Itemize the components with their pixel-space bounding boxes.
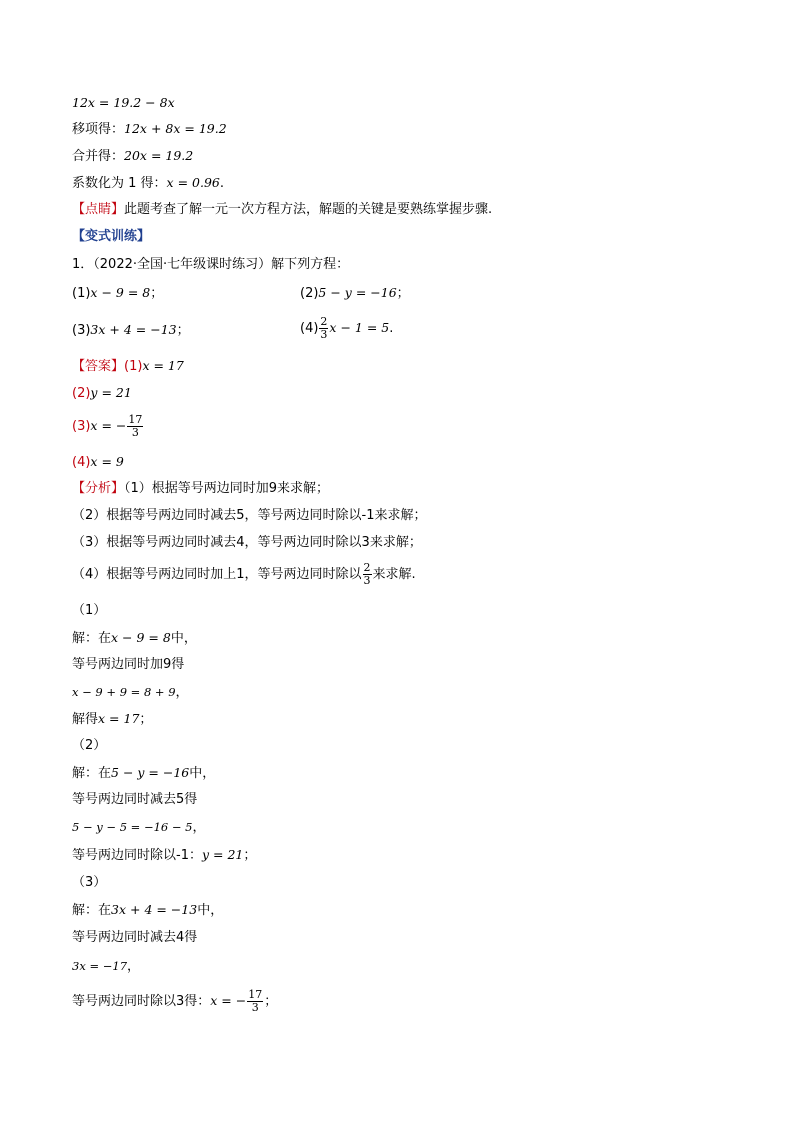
part-label: (4) [300,321,319,336]
solution-3-intro [72,901,223,920]
solution-text: 中， [170,631,197,646]
fraction [247,989,263,1014]
solution-3-head: （3） [72,875,107,890]
step-line-4 [72,174,224,193]
punctuation: ， [175,685,189,700]
frac-den: 3 [320,328,328,341]
question-part-1 [72,284,163,303]
solution-3-step: 等号两边同时减去4得 [72,930,198,945]
equation: 12x = 19.2 − 8x [72,95,175,110]
answer-line-4 [72,453,124,472]
punctuation: ； [150,286,164,301]
punctuation: . [219,176,224,191]
equation: 5 − y = −16 [111,765,190,780]
step-label: 移项得： [72,122,125,137]
fraction [363,562,372,587]
solution-text: 解得 [72,712,99,727]
comment-text: 此题考查了解一元一次方程方法，解题的关键是要熟练掌握步骤. [124,202,493,217]
equation: x − 1 = 5 [329,320,390,335]
equation: x = 17 [142,358,184,373]
part-label: (1) [72,286,91,301]
equation: x = 17 [98,711,140,726]
solution-text: 中， [197,903,224,918]
answer-line-2 [72,384,132,403]
solution-text: 解：在 [72,903,112,918]
punctuation: ； [176,323,190,338]
comment-line [72,201,492,219]
analysis-text: （1）根据等号两边同时加9来求解； [124,481,330,496]
step-line-2 [72,120,227,139]
solution-text: 解：在 [72,766,112,781]
punctuation: ； [396,286,410,301]
solution-text: 中， [189,766,216,781]
frac-den: 3 [251,1001,259,1014]
fraction [127,414,143,439]
analysis-text: 来求解. [372,567,416,582]
equation: y = 21 [90,385,132,400]
solution-1-head: （1） [72,603,107,618]
equation: x = 0.96 [166,175,220,190]
equation: 5 − y = −16 [318,285,397,300]
solution-3-result [72,986,277,1017]
solution-3-work [72,957,140,976]
comment-tag: 【点睛】 [72,202,125,217]
step-line-3 [72,147,193,166]
punctuation: ； [264,994,278,1009]
part-label: (3) [72,419,91,434]
analysis-line-3: （3）根据等号两边同时减去4，等号两边同时除以3来求解； [72,535,422,550]
solution-text: 等号两边同时除以3得： [72,994,211,1009]
equation: x − 9 + 9 = 8 + 9 [72,685,176,699]
analysis-line-2: （2）根据等号两边同时减去5，等号两边同时除以-1来求解； [72,508,427,523]
equation: 20x = 19.2 [124,148,194,163]
solution-text: 等号两边同时除以-1： [72,848,202,863]
equation: y = 21 [201,847,244,862]
punctuation: . [389,321,394,336]
part-label: (4) [72,455,91,470]
equation: x − 9 = 8 [111,630,171,645]
answer-line-3 [72,411,144,442]
equation: 12x + 8x = 19.2 [124,121,227,136]
equation: x = 9 [90,454,124,469]
analysis-line-4 [72,560,416,590]
equation: 5 − y − 5 = −16 − 5 [72,820,193,834]
question-number: 1． [72,257,94,272]
equation: x − 9 = 8 [90,285,151,300]
frac-den: 3 [131,426,139,439]
question-part-4 [300,313,393,344]
analysis-line-1 [72,480,329,498]
frac-num: 17 [128,413,143,426]
frac-num: 2 [363,561,371,574]
analysis-tag: 【分析】 [72,481,125,496]
equation: 3x + 4 = −13 [90,322,177,337]
solution-text: 解：在 [72,631,112,646]
solution-1-work [72,683,189,702]
answer-tag: 【答案】 [72,359,125,374]
punctuation: ； [139,712,153,727]
part-label: (3) [72,323,91,338]
frac-num: 17 [248,988,263,1001]
question-part-2 [300,284,410,303]
step-label: 系数化为 1 得： [72,176,167,191]
step-line-1 [72,94,175,113]
question-part-3 [72,321,190,340]
solution-1-result [72,710,152,729]
section-title: 【变式训练】 [72,229,151,244]
equation: x = − [210,993,247,1008]
analysis-text: （4）根据等号两边同时加上1，等号两边同时除以 [72,567,362,582]
frac-num: 2 [320,315,328,328]
punctuation: ； [243,848,257,863]
solution-2-step: 等号两边同时减去5得 [72,792,198,807]
part-label: (2) [300,286,319,301]
equation: 3x = −17 [72,959,128,973]
question-source: （2022·全国·七年级课时练习） [93,257,272,272]
solution-2-result [72,846,256,865]
solution-2-head: （2） [72,738,107,753]
solution-1-step: 等号两边同时加9得 [72,657,185,672]
answer-line-1 [72,357,184,376]
punctuation: ， [192,820,206,835]
part-label: (2) [72,386,91,401]
question-prompt: 解下列方程： [271,257,350,272]
step-label: 合并得： [72,149,125,164]
question-stem [72,256,349,274]
solution-2-intro [72,764,215,783]
equation: x = − [90,418,127,433]
frac-den: 3 [363,574,371,587]
solution-2-work [72,818,206,837]
part-label: (1) [124,359,143,374]
equation: 3x + 4 = −13 [111,902,198,917]
solution-1-intro [72,629,197,648]
fraction [319,316,328,341]
punctuation: ， [127,959,141,974]
